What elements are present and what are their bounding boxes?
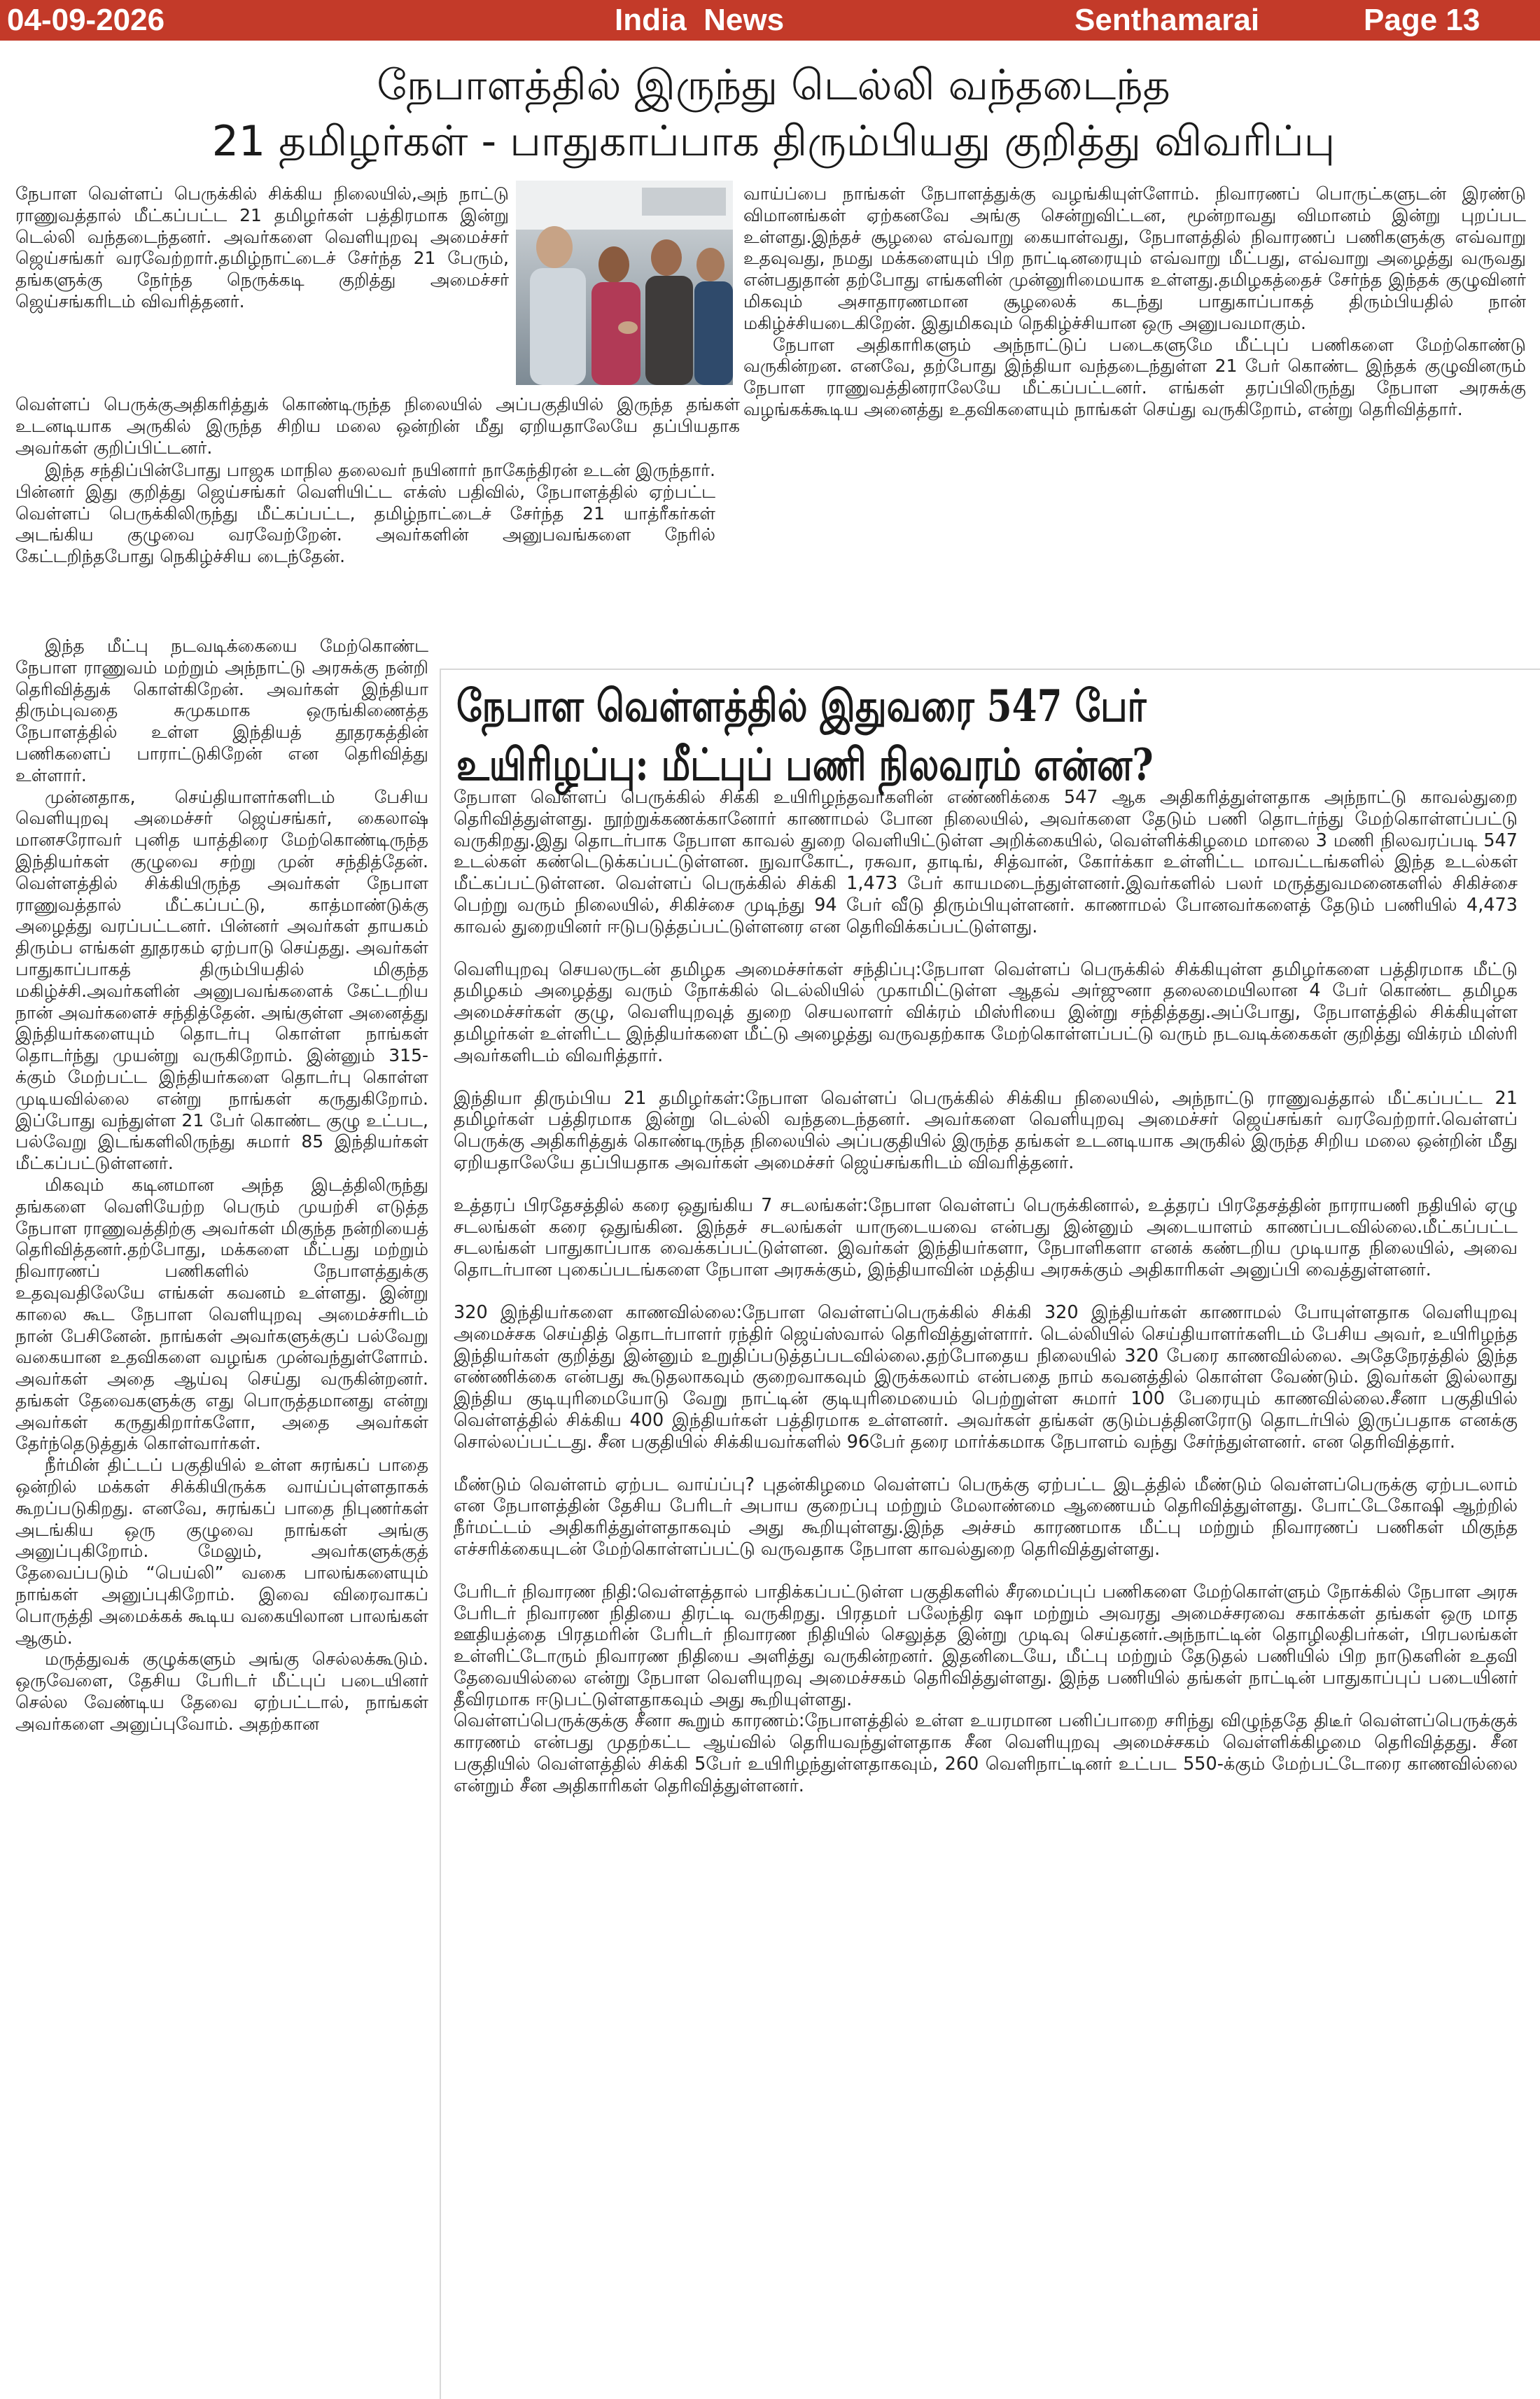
story2-headline-line2: உயிரிழப்பு: மீட்புப் பணி நிலவரம் என்ன? [456,739,1154,790]
story1-paragraph: வாய்ப்பை நாங்கள் நேபாளத்துக்கு வழங்கியுள்ளோம். நிவாரணப் பொருட்களுடன் இரண்டு விமானங்கள் ஏற்கனவே அங்கு சென்றுவிட்டன, மூன்றாவது விமானம் இன்று புறப்பட உள்ளது.இந்தச் சூழலை எவ்வாறு கையாள்வது, நேபாளத்தில் நிவாரணப் பணிகளுக்கு எவ்வாறு உதவுவது, நமது மக்களையும் பிற நாட்டினரையும் எவ்வாறு மீட்பது, எவ்வாறு அழைத்து வருவது என்பதுதான் தற்போது எங்களின் முன்னுரிமையாக உள்ளது.தமிழகத்தைச் சேர்ந்த இந்தக் குழுவினர் மிகவும் அசாதாரணமான சூழலைக் கடந்து பாதுகாப்பாகத் திரும்பியதில் நான் மகிழ்ச்சியடைகிறேன். இதுமிகவும் நெகிழ்ச்சியான ஒரு அனுபவமாகும். [743,183,1526,333]
news-photo-illustration [516,181,733,385]
story2-paragraph: வெள்ளப்பெருக்குக்கு சீனா கூறும் காரணம்:நேபாளத்தில் உள்ள உயரமான பனிப்பாறை சரிந்து விழுந்ததே திடீர் வெள்ளப்பெருக்குக் காரணம் என்பது முதற்கட்ட ஆய்வில் தெரியவந்துள்ளதாக சீன வெளியுறவு அமைச்சகம் வெள்ளிக்கிழமை தெரிவித்தது. சீன பகுதியில் வெள்ளத்தில் சிக்கி 5பேர் உயிரிழந்துள்ளதாகவும், 260 வெளிநாட்டினர் உட்பட 550-க்கும் மேற்பட்டோரை காணவில்லை என்றும் சீன அதிகாரிகள் தெரிவித்துள்ளனர். [454,1710,1518,1796]
story1-paragraph: மிகவும் கடினமான அந்த இடத்திலிருந்து தங்களை வெளியேற்ற பெரும் முயற்சி எடுத்த நேபாள ராணுவத்திற்கு அவர்கள் மிகுந்த நன்றியைத் தெரிவித்தனர்.தற்போது, மக்களை மீட்பது மற்றும் நிவாரணப் பணிகளில் நேபாளத்துக்கு உதவுவதிலேயே எங்கள் கவனம் உள்ளது. இன்று காலை கூட நேபாள வெளியுறவு அமைச்சரிடம் நான் பேசினேன். நாங்கள் அவர்களுக்குப் பல்வேறு வகையான உதவிகளை வழங்க முன்வந்துள்ளோம். அவர்கள் அதை ஆய்வு செய்து வருகின்றனர். தங்கள் தேவைகளுக்கு எது பொருத்தமானது என்று அவர்கள் கருதுகிறார்களோ, அதை அவர்கள் தேர்ந்தெடுத்துக் கொள்வார்கள். [15,1174,428,1454]
story2-paragraph: மீண்டும் வெள்ளம் ஏற்பட வாய்ப்பு? புதன்கிழமை வெள்ளப் பெருக்கு ஏற்பட்ட இடத்தில் மீண்டும் வெள்ளப்பெருக்கு ஏற்படலாம் என நேபாளத்தின் தேசிய பேரிடர் அபாய குறைப்பு மற்றும் மேலாண்மை ஆணையம் தெரிவித்துள்ளது. போட்டேகோஷி ஆற்றில் நீர்மட்டம் அதிகரித்துள்ளதாகவும் அது கூறியுள்ளது.இந்த அச்சம் காரணமாக மீட்பு மற்றும் நிவாரணப் பணிகள் மிகுந்த எச்சரிக்கையுடன் மேற்கொள்ளப்பட்டு வருவதாக நேபாள காவல்துறை தெரிவித்துள்ளது. [454,1474,1518,1560]
story1-intro [15,183,509,396]
story2-paragraph: இந்தியா திரும்பிய 21 தமிழர்கள்:நேபாள வெள்ளப் பெருக்கில் சிக்கிய நிலையில், அந்நாட்டு ராணுவத்தால் மீட்கப்பட்ட 21 தமிழர்கள் பத்திரமாக இன்று டெல்லி வந்தடைந்தனர். அவர்களை வெளியுறவு அமைச்சர் ஜெய்சங்கர் வரவேற்றார்.வெள்ளப் பெருக்கு அதிகரித்துக் கொண்டிருந்த நிலையில் அப்பகுதியில் இருந்த தங்கள் உடனடியாக அருகில் இருந்த சிறிய மலை ஒன்றின் மீது ஏறியதாலேயே தப்பியதாக அவர்கள் அமைச்சர் ஜெய்சங்கரிடம் விவரித்தனர். [454,1087,1518,1173]
header-date: 04-09-2026 [7,3,165,37]
story2-headline [456,676,1317,794]
story1-headline [49,57,1498,169]
story1-intro-paragraph: நேபாள வெள்ளப் பெருக்கில் சிக்கிய நிலையில்,அந் நாட்டு ராணுவத்தால் மீட்கப்பட்ட 21 தமிழர்கள் பத்திரமாக இன்று டெல்லி வந்தடைந்தனர். அவர்களை வெளியுறவு அமைச்சர் ஜெய்சங்கர் வரவேற்றார்.தமிழ்நாட்டைச் சேர்ந்த 21 பேரும், தங்களுக்கு நேர்ந்த நெருக்கடி குறித்து அமைச்சர் ஜெய்சங்கரிடம் விவரித்தனர். [15,183,509,312]
header-section: India News [615,3,785,37]
story1-headline-line2: 21 தமிழர்கள் - பாதுகாப்பாக திரும்பியது குறித்து விவரிப்பு [211,117,1336,166]
story1-paragraph: நேபாள அதிகாரிகளும் அந்நாட்டுப் படைகளுமே மீட்புப் பணிகளை மேற்கொண்டு வருகின்றன. எனவே, தற்போது இந்தியா வந்தடைந்துள்ள 21 பேர் கொண்ட இந்தக் குழுவினரும் நேபாள ராணுவத்தினராலேயே மீட்கப்பட்டனர். எங்கள் தரப்பிலிருந்து நேபாள அரசுக்கு வழங்கக்கூடிய அனைத்து உதவிகளையும் நாங்கள் செய்து வருகிறோம், என்று தெரிவித்தார். [743,334,1526,419]
header-page-number: Page 13 [1364,3,1480,37]
story2-paragraph: நேபாள வெள்ளப் பெருக்கில் சிக்கி உயிரிழந்தவர்களின் எண்ணிக்கை 547 ஆக அதிகரித்துள்ளதாக அந்நாட்டு காவல்துறை தெரிவித்துள்ளது. நூற்றுக்கணக்கானோர் காணாமல் போன நிலையில், அவர்களை தேடும் பணி தொடர்ந்து மேற்கொள்ளப்பட்டு வருகிறது.இது தொடர்பாக நேபாள காவல் துறை வெளியிட்டுள்ள அறிக்கையில், வெள்ளிக்கிழமை மாலை 3 மணி நிலவரப்படி 547 உடல்கள் கண்டெடுக்கப்பட்டுள்ளன. நுவாகோட், ரசுவா, தாடிங், சித்வான், கோர்க்கா உள்ளிட்ட மாவட்டங்களில் இந்த உடல்கள் மீட்கப்பட்டுள்ளன. வெள்ளப் பெருக்கில் சிக்கி 1,473 பேர் காயமடைந்துள்ளனர்.இவர்களில் பலர் மருத்துவமனைகளில் சிகிச்சை பெற்று வரும் நிலையில், சிகிச்சை முடிந்து 94 பேர் வீடு திரும்பியுள்ளனர். காணாமல் போனவர்களைத் தேடும் பணியில் 4,473 காவல் துறையினர் ஈடுபடுத்தப்பட்டுள்ளனர என தெரிவிக்கப்பட்டுள்ளது. [454,787,1518,937]
story1-paragraph: மருத்துவக் குழுக்களும் அங்கு செல்லக்கூடும். ஒருவேளை, தேசிய பேரிடர் மீட்புப் படையினர் செல்ல வேண்டிய தேவை ஏற்பட்டால், நாங்கள் அவர்களை அனுப்புவோம். அதற்கான [15,1649,428,1734]
story2-paragraph: வெளியுறவு செயலருடன் தமிழக அமைச்சர்கள் சந்திப்பு:நேபாள வெள்ளப் பெருக்கில் சிக்கியுள்ள தமிழர்களை பத்திரமாக மீட்டு தமிழகம் அழைத்து வரும் நோக்கில் டெல்லியில் முகாமிட்டுள்ள ஆதவ் அர்ஜுனா தலைமையிலான 4 பேர் கொண்ட தமிழக அமைச்சர்கள் குழு, வெளியுறவுத் துறை செயலாளர் விக்ரம் மிஸ்ரியை இன்று சந்தித்தது.அப்போது, நேபாளத்தில் சிக்கியுள்ள தமிழர்கள் உள்ளிட்ட இந்தியர்களை மீட்டு அழைத்து வருவதற்காக மேற்கொள்ளப்பட்டு வரும் நடவடிக்கைகள் குறித்து விக்ரம் மிஸ்ரி அவர்களிடம் விவரித்தார். [454,958,1518,1066]
story1-headline-line1: நேபாளத்தில் இருந்து டெல்லி வந்தடைந்த [377,61,1170,110]
story2-paragraph: பேரிடர் நிவாரண நிதி:வெள்ளத்தால் பாதிக்கப்பட்டுள்ள பகுதிகளில் சீரமைப்புப் பணிகளை மேற்கொள்ளும் நோக்கில் நேபாள அரசு பேரிடர் நிவாரண நிதியை திரட்டி வருகிறது. பிரதமர் பலேந்திர ஷா மற்றும் அவரது அமைச்சரவை சகாக்கள் தங்கள் ஒரு மாத ஊதியத்தை பிரதமரின் பேரிடர் நிவாரண நிதியில் செலுத்த இன்று முடிவு செய்தனர்.அந்நாட்டின் தொழிலதிபர்கள், பிரபலங்கள் உள்ளிட்டோரும் நிவாரண நிதியை அளித்து வருகின்றனர். இதனிடையே, மீட்பு மற்றும் தேடுதல் பணியில் பிற நாடுகளின் உதவி தேவையில்லை என்று நேபாள வெளியுறவு அமைச்சகம் தெரிவித்துள்ளது. இந்த பணியில் தங்கள் நாட்டின் பாதுகாப்புப் படையினர் தீவிரமாக ஈடுபட்டுள்ளதாகவும் அது கூறியுள்ளது. [454,1581,1518,1710]
news-photo-jaishankar-meeting [516,181,733,385]
story1-span-paragraph [15,394,740,461]
story2-headline-line1: நேபாள வெள்ளத்தில் இதுவரை 547 பேர் [456,680,1147,732]
story2-body [454,787,1518,1797]
story2-paragraph: 320 இந்தியர்களை காணவில்லை:நேபாள வெள்ளப்பெருக்கில் சிக்கி 320 இந்தியர்கள் காணாமல் போயுள்ளதாக வெளியுறவு அமைச்சக செய்தித் தொடர்பாளர் ரந்திர் ஜெய்ஸ்வால் தெரிவித்துள்ளார். டெல்லியில் செய்தியாளர்களிடம் பேசிய அவர், உயிரிழந்த இந்தியர்கள் குறித்து இன்னும் உறுதிப்படுத்தப்படவில்லை.தற்போதைய நிலையில் 320 பேரை காணவில்லை. அதேநேரத்தில் இந்த எண்ணிக்கை என்பது கூடுதலாகவும் குறைவாகவும் இருக்கலாம் என்பதை நாம் கவனத்தில் கொள்ள வேண்டும். இவர்கள் இல்லாது இந்திய குடியுரிமையோடு வேறு நாட்டின் குடியுரிமையைம் பெற்றுள்ள சுமார் 100 பேரையும் காணவில்லை.சீனா பகுதியில் வெள்ளத்தில் சிக்கிய 400 இந்தியர்கள் பத்திரமாக உள்ளனர். அவர்கள் தங்கள் குடும்பத்தினரோடு தொடர்பில் இருப்பதாக எனக்கு சொல்லப்பட்டது. சீன பகுதியில் சிக்கியவர்களில் 96பேர் தரை மார்க்கமாக நேபாளம் வந்து சேர்ந்துள்ளனர். என தெரிவித்தார். [454,1301,1518,1453]
story1-right-column [743,183,1526,659]
story2-paragraph: உத்தரப் பிரதேசத்தில் கரை ஒதுங்கிய 7 சடலங்கள்:நேபாள வெள்ளப் பெருக்கினால், உத்தரப் பிரதேசத்தின் நாராயணி நதியில் ஏழு சடலங்கள் கரை ஒதுங்கின. இந்தச் சடலங்கள் யாருடையவை என்பது இன்னும் அடையாளம் காணப்படவில்லை.மீட்கப்பட்ட சடலங்கள் பாதுகாப்பாக வைக்கப்பட்டுள்ளன. இவர்கள் இந்தியர்களா, நேபாளிகளா எனக் கண்டறிய முடியாத நிலையில், அவை தொடர்பான புகைப்படங்களை நேபாள அரசுக்கும், இந்தியாவின் மத்திய அரசுக்கும் அதிகாரிகள் அனுப்பி வைத்துள்ளனர். [454,1194,1518,1281]
story1-left-column [15,636,428,2380]
story1-paragraph: முன்னதாக, செய்தியாளர்களிடம் பேசிய வெளியுறவு அமைச்சர் ஜெய்சங்கர், கைலாஷ் மானசரோவர் புனித யாத்திரை மேற்கொண்டிருந்த இந்தியர்கள் குழுவை சற்று முன் சந்தித்தேன். வெள்ளத்தில் சிக்கியிருந்த அவர்கள் நேபாள ராணுவத்தால் மீட்கப்பட்டு, காத்மாண்டுக்கு அழைத்து வரப்பட்டனர். பின்னர் அவர்கள் தாயகம் திரும்ப எங்கள் தூதரகம் ஏற்பாடு செய்தது. அவர்கள் பாதுகாப்பாகத் திரும்பியதில் மிகுந்த மகிழ்ச்சி.அவர்களின் அனுபவங்களைக் கேட்டறிய நான் அவர்களைச் சந்தித்தேன். அங்குள்ள அனைத்து இந்தியர்களையும் தொடர்பு கொள்ள நாங்கள் தொடர்ந்து முயன்று வருகிறோம். இன்னும் 315-க்கும் மேற்பட்ட இந்தியர்களை தொடர்பு கொள்ள முடியவில்லை என்று நாங்கள் கருதுகிறோம். இப்போது வந்துள்ள 21 பேர் கொண்ட குழு உட்பட, பல்வேறு இடங்களிலிருந்து சுமார் 85 இந்தியர்கள் மீட்கப்பட்டுள்ளனர். [15,786,428,1174]
story1-paragraph: நீர்மின் திட்டப் பகுதியில் உள்ள சுரங்கப் பாதை ஒன்றில் மக்கள் சிக்கியிருக்க வாய்ப்புள்ளதாகக் கூறப்படுகிறது. எனவே, சுரங்கப் பாதை நிபுணர்கள் அடங்கிய ஒரு குழுவை நாங்கள் அங்கு அனுப்புகிறோம். மேலும், அவர்களுக்குத் தேவைப்படும் “பெய்லி” வகை பாலங்களையும் நாங்கள் அனுப்புகிறோம். இவை விரைவாகப் பொருத்தி அமைக்கக் கூடிய வகையிலான பாலங்கள் ஆகும். [15,1455,428,1648]
header-bar [0,0,1540,41]
story1-paragraph: இந்த சந்திப்பின்போது பாஜக மாநில தலைவர் நயினார் நாகேந்திரன் உடன் இருந்தார். பின்னர் இது குறித்து ஜெய்சங்கர் வெளியிட்ட எக்ஸ் பதிவில், நேபாளத்தில் ஏற்பட்ட வெள்ளப் பெருக்கிலிருந்து மீட்கப்பட்ட, தமிழ்நாட்டைச் சேர்ந்த 21 யாத்ரீகர்கள் அடங்கிய குழுவை வரவேற்றேன். அவர்களின் அனுபவங்களை நேரில் கேட்டறிந்தபோது நெகிழ்ச்சிய டைந்தேன். [15,460,715,567]
story1-left-column-upper [15,460,715,641]
story1-escape-paragraph: வெள்ளப் பெருக்குஅதிகரித்துக் கொண்டிருந்த நிலையில் அப்பகுதியில் இருந்த தங்கள் உடனடியாக அருகில் இருந்த சிறிய மலை ஒன்றின் மீது ஏறியதாலேயே தப்பியதாக அவர்கள் குறிப்பிட்டனர். [15,394,740,458]
story1-paragraph: இந்த மீட்பு நடவடிக்கையை மேற்கொண்ட நேபாள ராணுவம் மற்றும் அந்நாட்டு அரசுக்கு நன்றி தெரிவித்துக் கொள்கிறேன். அவர்கள் இந்தியா திரும்புவதை சுமுகமாக ஒருங்கிணைத்த நேபாளத்தில் உள்ள இந்தியத் தூதரகத்தின் பணிகளைப் பாராட்டுகிறேன் என தெரிவித்து உள்ளார். [15,636,428,785]
header-paper-name: Senthamarai [1074,3,1260,37]
